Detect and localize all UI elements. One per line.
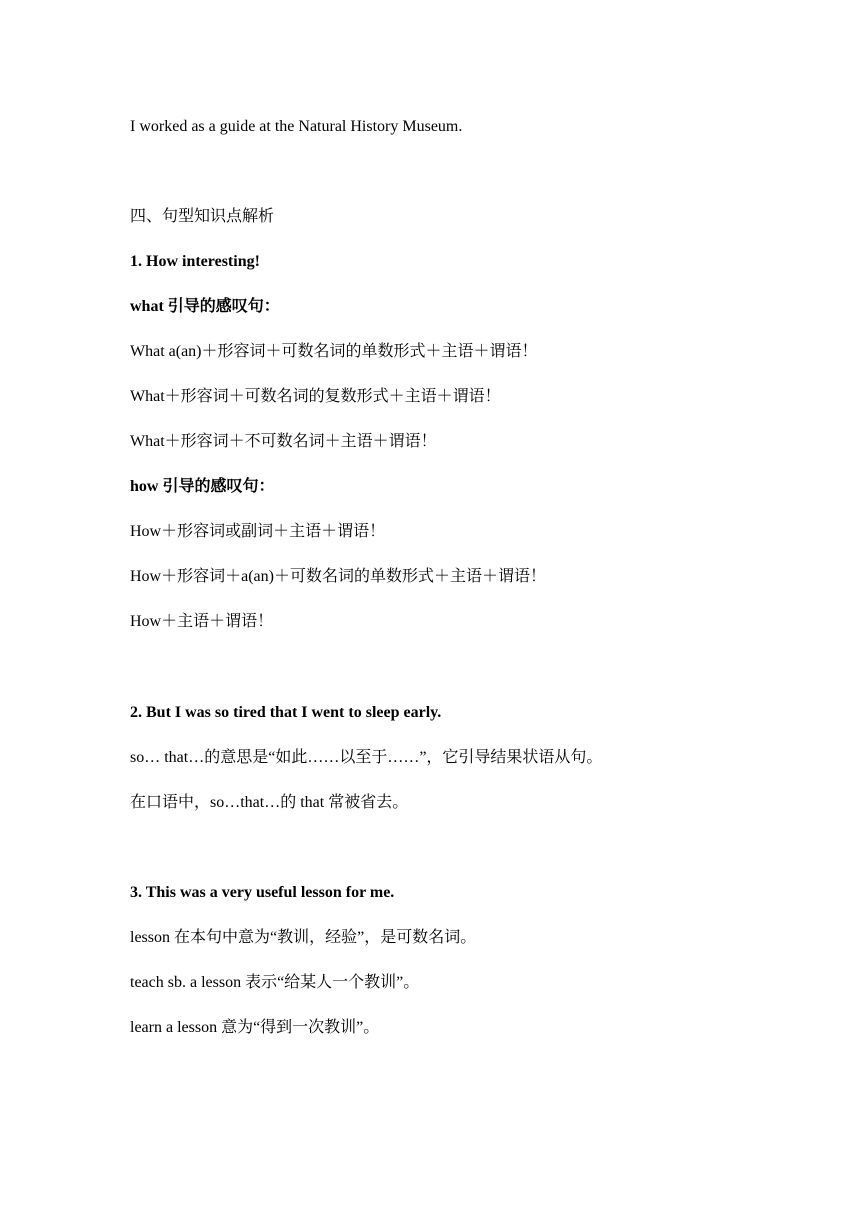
how-rule: How＋形容词＋a(an)＋可数名词的单数形式＋主语＋谓语！: [130, 568, 546, 585]
point3-title: 3. This was a very useful lesson for me.: [130, 884, 395, 901]
point3-note: learn a lesson 意为“得到一次教训”。: [130, 1019, 380, 1036]
how-rule: How＋形容词或副词＋主语＋谓语！: [130, 523, 386, 540]
intro-sentence: I worked as a guide at the Natural History Museum.: [130, 118, 463, 135]
point2-note: 在口语中，so…that…的 that 常被省去。: [130, 794, 409, 811]
section-heading: 四、句型知识点解析: [130, 208, 275, 225]
point3-note: teach sb. a lesson 表示“给某人一个教训”。: [130, 974, 420, 991]
point2-title: 2. But I was so tired that I went to sleep early.: [130, 704, 442, 721]
what-rule: What＋形容词＋可数名词的复数形式＋主语＋谓语！: [130, 388, 501, 405]
what-exclamation-heading: what 引导的感叹句：: [130, 298, 280, 315]
how-rule: How＋主语＋谓语！: [130, 613, 274, 630]
what-rule: What＋形容词＋不可数名词＋主语＋谓语！: [130, 433, 437, 450]
point2-note: so… that…的意思是“如此……以至于……”，它引导结果状语从句。: [130, 749, 603, 766]
point1-title: 1. How interesting!: [130, 253, 260, 270]
point3-note: lesson 在本句中意为“教训，经验”，是可数名词。: [130, 929, 477, 946]
what-rule: What a(an)＋形容词＋可数名词的单数形式＋主语＋谓语！: [130, 343, 538, 360]
how-exclamation-heading: how 引导的感叹句：: [130, 478, 275, 495]
